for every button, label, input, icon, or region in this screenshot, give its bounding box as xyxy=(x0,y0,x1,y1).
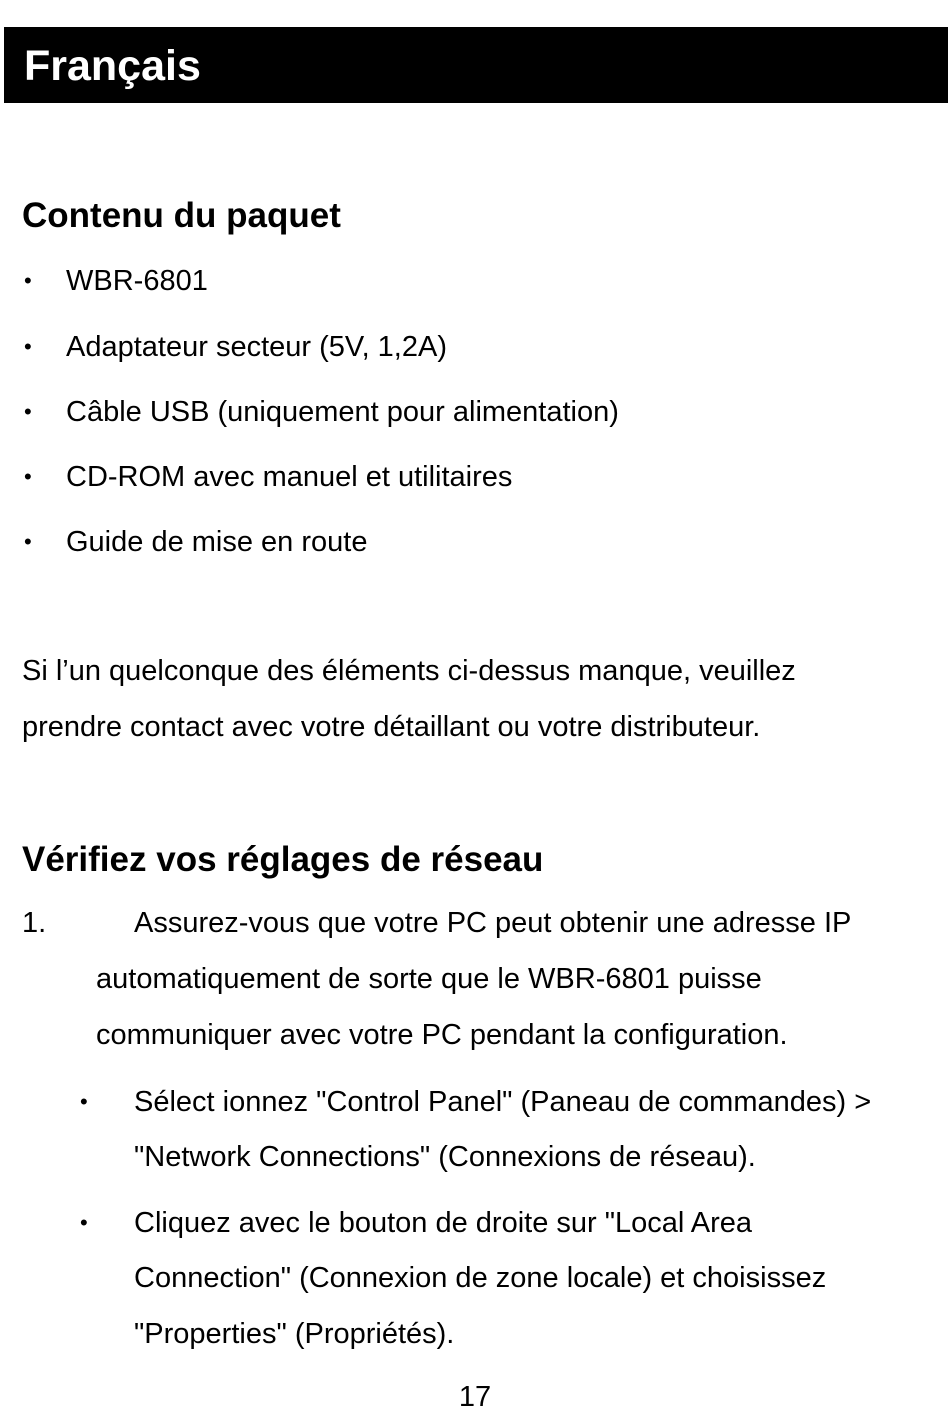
bullet-icon: • xyxy=(80,1089,88,1114)
bullet-icon: • xyxy=(24,334,32,359)
list-item-text: Adaptateur secteur (5V, 1,2A) xyxy=(66,331,447,363)
step-text-line: communiquer avec votre PC pendant la configuration. xyxy=(96,1019,788,1051)
language-banner xyxy=(4,27,948,103)
list-item-text: WBR-6801 xyxy=(66,265,208,297)
note-line: Si l’un quelconque des éléments ci-dessus manque, veuillez xyxy=(22,655,796,687)
bullet-icon: • xyxy=(24,529,32,554)
bullet-icon: • xyxy=(24,464,32,489)
bullet-icon: • xyxy=(24,268,32,293)
note-line: prendre contact avec votre détaillant ou votre distributeur. xyxy=(22,711,761,743)
network-settings-heading: Vérifiez vos réglages de réseau xyxy=(22,840,544,879)
language-title: Français xyxy=(24,42,201,90)
list-item-text: Câble USB (uniquement pour alimentation) xyxy=(66,396,619,428)
sub-bullet-line: "Network Connections" (Connexions de réseau). xyxy=(134,1141,756,1173)
step-number: 1. xyxy=(22,907,47,939)
bullet-icon: • xyxy=(24,399,32,424)
list-item-text: CD-ROM avec manuel et utilitaires xyxy=(66,461,513,493)
list-item-text: Guide de mise en route xyxy=(66,526,368,558)
step-text-line: Assurez-vous que votre PC peut obtenir une adresse IP xyxy=(134,907,852,939)
sub-bullet-line: Connection" (Connexion de zone locale) et choisissez xyxy=(134,1262,827,1294)
page-number: 17 xyxy=(458,1381,492,1413)
package-contents-heading: Contenu du paquet xyxy=(22,196,341,235)
sub-bullet-line: Sélect ionnez "Control Panel" (Paneau de commandes) > xyxy=(134,1086,872,1118)
sub-bullet-line: Cliquez avec le bouton de droite sur "Local Area xyxy=(134,1207,753,1239)
sub-bullet-line: "Properties" (Propriétés). xyxy=(134,1318,455,1350)
step-text-line: automatiquement de sorte que le WBR-6801 puisse xyxy=(96,963,762,995)
bullet-icon: • xyxy=(80,1210,88,1235)
